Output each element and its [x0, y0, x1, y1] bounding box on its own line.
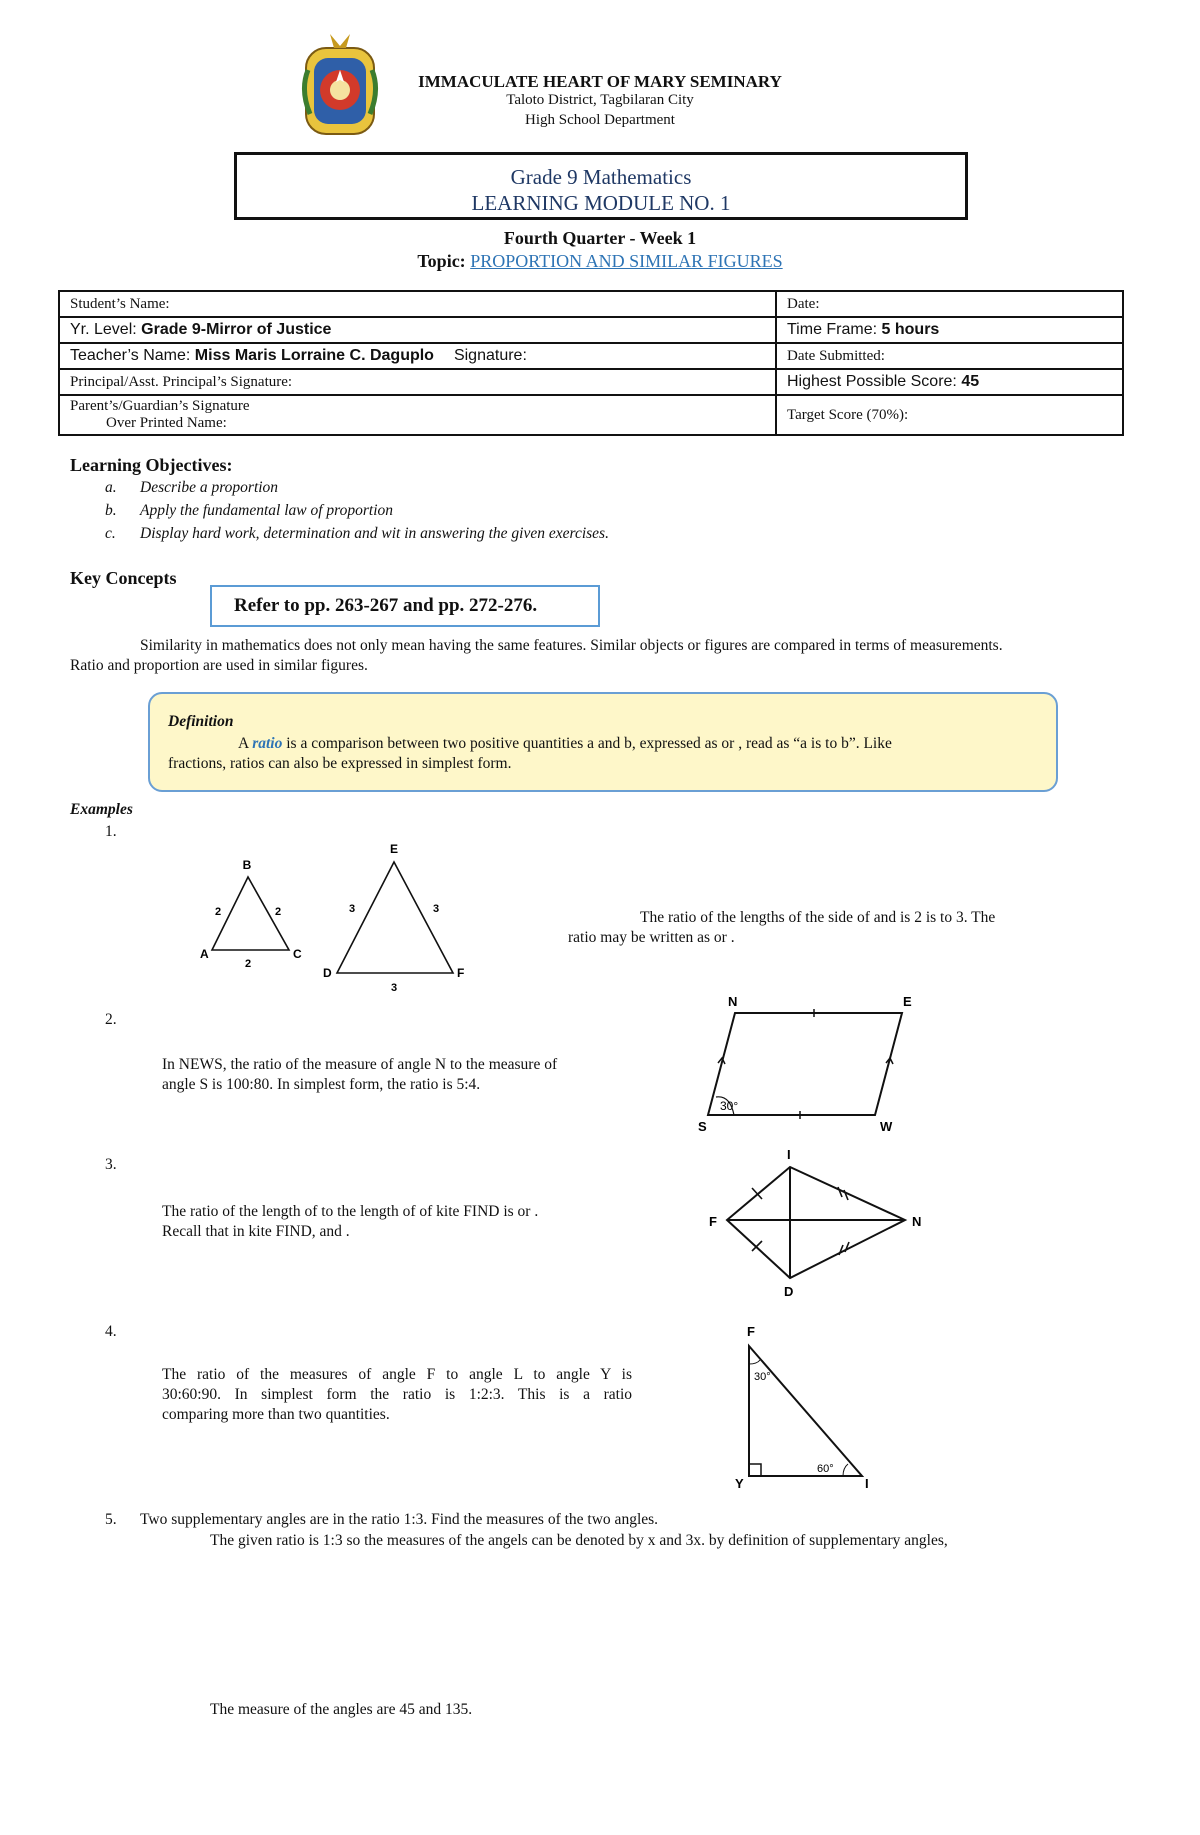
- signature-label[interactable]: Signature:: [453, 347, 527, 364]
- example-4-number: 4.: [105, 1323, 117, 1340]
- similar-triangles-figure: [185, 835, 485, 995]
- label-d-kite: D: [784, 1284, 794, 1299]
- label-n: N: [728, 995, 738, 1009]
- objective-c-marker: c.: [105, 525, 116, 542]
- parallelogram-news-figure: [690, 995, 925, 1135]
- label-b: B: [242, 858, 252, 872]
- parent-signature-line1: Parent’s/Guardian’s Signature: [70, 398, 250, 414]
- objective-b-text: Apply the fundamental law of proportion: [140, 502, 394, 519]
- example-2-text-line2: angle S is 100:80. In simplest form, the ratio is 5:4.: [162, 1076, 481, 1093]
- yr-level-label: Yr. Level:: [70, 321, 142, 338]
- example-3-number: 3.: [105, 1156, 117, 1173]
- teacher-cell: [59, 343, 776, 369]
- example-4-text-line1: The ratio of the measures of angle F to angle L to angle Y is: [162, 1366, 632, 1383]
- teacher-label: Teacher’s Name:: [70, 347, 195, 364]
- student-info-table: [58, 290, 1124, 436]
- label-n-kite: N: [912, 1214, 922, 1229]
- side-de-length: 3: [349, 903, 356, 915]
- module-number: LEARNING MODULE NO. 1: [471, 191, 731, 215]
- example-2-text-line1: In NEWS, the ratio of the measure of angle N to the measure of: [162, 1056, 558, 1073]
- angle-s-measure: 30°: [720, 1099, 739, 1113]
- page-reference-box: Refer to pp. 263-267 and pp. 272-276.: [210, 585, 600, 627]
- example-4-text-line2: 30:60:90. In simplest form the ratio is 1:2:3. This is a ratio: [162, 1386, 632, 1403]
- target-score-cell[interactable]: Target Score (70%):: [776, 395, 1123, 435]
- definition-prefix: A: [238, 735, 253, 752]
- objectives-heading: Learning Objectives:: [70, 455, 233, 475]
- example-5-number: 5.: [105, 1511, 117, 1528]
- ratio-keyword: ratio: [252, 735, 283, 752]
- label-w: W: [880, 1119, 893, 1134]
- parent-signature-line2: Over Printed Name:: [106, 415, 227, 431]
- definition-line2: fractions, ratios can also be expressed in simplest form.: [168, 755, 512, 772]
- time-frame-cell: [776, 317, 1123, 343]
- angle-f-measure: 30°: [754, 1371, 771, 1383]
- example-5-answer: The measure of the angles are 45 and 135.: [210, 1701, 473, 1718]
- right-triangle-fyi-figure: [735, 1320, 880, 1490]
- school-department: High School Department: [525, 112, 675, 128]
- kite-find-figure: [705, 1145, 935, 1300]
- label-c: C: [293, 947, 302, 961]
- time-frame-label: Time Frame:: [787, 321, 882, 338]
- school-address: Taloto District, Tagbilaran City: [506, 92, 694, 108]
- label-e: E: [389, 842, 399, 856]
- similarity-paragraph-line1: Similarity in mathematics does not only mean having the same features. Similar objects or figures are compared in terms of measurements.: [140, 637, 1003, 654]
- topic-value: PROPORTION AND SIMILAR FIGURES: [470, 251, 783, 271]
- objective-b-marker: b.: [105, 502, 117, 519]
- example-2-number: 2.: [105, 1011, 117, 1028]
- label-f: F: [457, 966, 465, 980]
- student-name-cell[interactable]: Student’s Name:: [59, 291, 776, 317]
- highest-score-cell: [776, 369, 1123, 395]
- definition-title: Definition: [168, 713, 234, 730]
- definition-box: [148, 692, 1058, 792]
- side-bc-length: 2: [275, 906, 282, 918]
- module-subject: Grade 9 Mathematics: [510, 165, 692, 189]
- yr-level-value: Grade 9-Mirror of Justice: [141, 321, 332, 338]
- example-1-text-line1: The ratio of the lengths of the side of and is 2 is to 3. The: [640, 909, 996, 926]
- label-i: I: [787, 1147, 791, 1162]
- label-f-kite: F: [709, 1214, 717, 1229]
- topic-line: [0, 251, 1200, 272]
- side-ac-length: 2: [244, 958, 252, 970]
- label-i-right: I: [865, 1476, 869, 1490]
- triangle-def: [337, 862, 453, 973]
- example-3-text-line2: Recall that in kite FIND, and .: [162, 1223, 350, 1240]
- side-ef-length: 3: [433, 903, 440, 915]
- yr-level-cell: [59, 317, 776, 343]
- highest-score-value: 45: [961, 373, 980, 390]
- objective-a-text: Describe a proportion: [140, 479, 279, 496]
- label-s: S: [698, 1119, 707, 1134]
- key-concepts-heading: Key Concepts: [70, 568, 177, 588]
- principal-signature-cell[interactable]: Principal/Asst. Principal’s Signature:: [59, 369, 776, 395]
- label-a: A: [200, 947, 209, 961]
- date-submitted-cell[interactable]: Date Submitted:: [776, 343, 1123, 369]
- topic-label: Topic:: [417, 251, 471, 271]
- example-3-text-line1: The ratio of the length of to the length of of kite FIND is or .: [162, 1203, 539, 1220]
- module-title-box: [234, 152, 968, 220]
- side-ab-length: 2: [215, 906, 222, 918]
- objective-a-marker: a.: [105, 479, 117, 496]
- teacher-value: Miss Maris Lorraine C. Daguplo: [194, 347, 434, 364]
- example-5-solution: The given ratio is 1:3 so the measures of the angels can be denoted by x and 3x. by definition of supplementary angles,: [210, 1532, 948, 1549]
- definition-line1: [238, 734, 892, 754]
- label-d: D: [323, 966, 332, 980]
- objective-c-text: Display hard work, determination and wit in answering the given exercises.: [140, 525, 609, 542]
- examples-heading: Examples: [70, 801, 133, 818]
- label-f-right: F: [747, 1324, 755, 1339]
- time-frame-value: 5 hours: [881, 321, 940, 338]
- angle-i-measure: 60°: [817, 1463, 834, 1475]
- highest-score-label: Highest Possible Score:: [787, 373, 962, 390]
- quarter-week: Fourth Quarter - Week 1: [503, 228, 697, 248]
- example-1-text-line2: ratio may be written as or .: [568, 929, 735, 946]
- parent-signature-cell[interactable]: [59, 395, 776, 435]
- example-1-number: 1.: [105, 823, 117, 840]
- label-y: Y: [735, 1476, 744, 1490]
- example-5-text: Two supplementary angles are in the ratio 1:3. Find the measures of the two angles.: [140, 1511, 659, 1528]
- definition-body: is a comparison between two positive quantities a and b, expressed as or , read as “a is to b”. Like: [282, 735, 892, 752]
- label-e-parallelogram: E: [903, 995, 912, 1009]
- similarity-paragraph-line2: Ratio and proportion are used in similar figures.: [70, 657, 368, 674]
- side-df-length: 3: [390, 982, 398, 994]
- example-4-text-line3: comparing more than two quantities.: [162, 1406, 390, 1423]
- school-name: IMMACULATE HEART OF MARY SEMINARY: [418, 72, 782, 91]
- date-cell[interactable]: Date:: [776, 291, 1123, 317]
